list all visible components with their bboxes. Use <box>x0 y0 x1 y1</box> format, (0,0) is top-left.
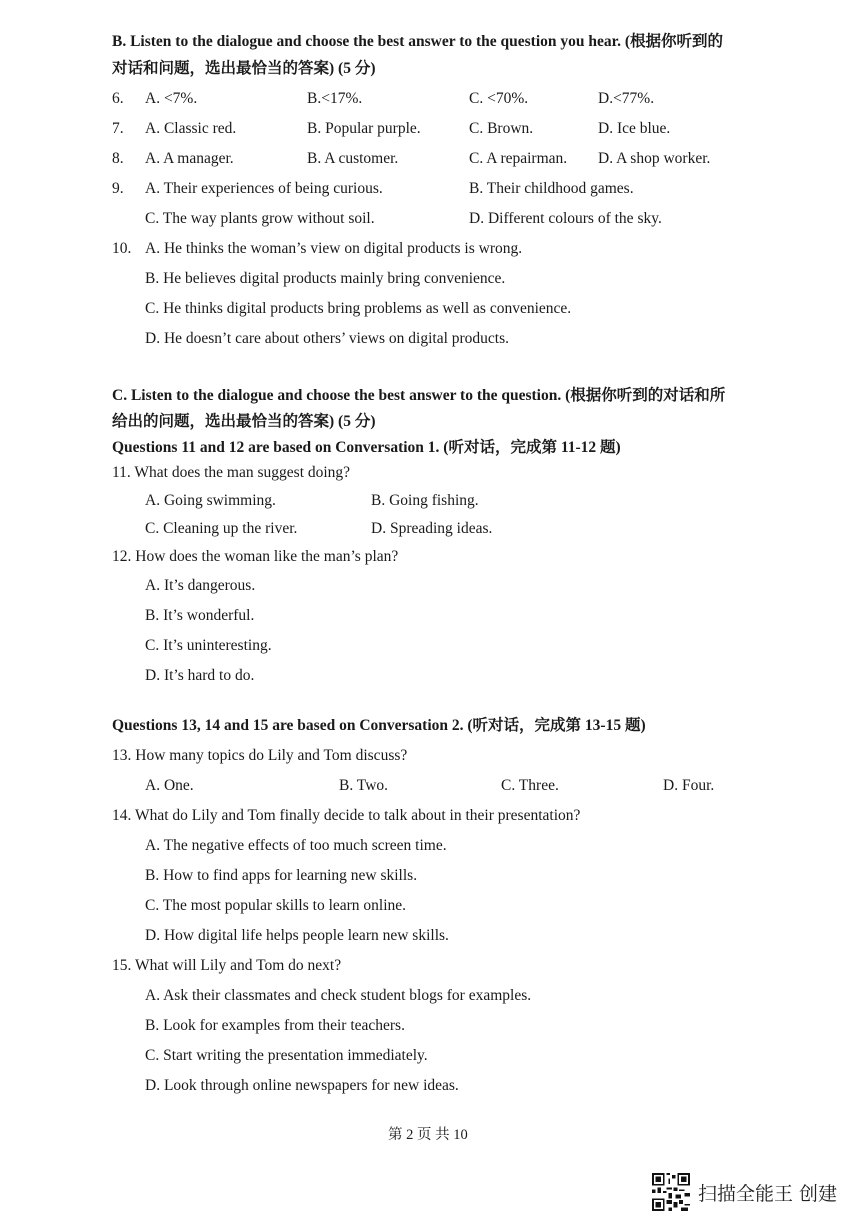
question-number: 8. <box>112 150 124 167</box>
option-a: A. It’s dangerous. <box>145 577 256 594</box>
option-c: C. Start writing the presentation immediately. <box>145 1047 428 1064</box>
option-b: B. Going fishing. <box>371 492 479 509</box>
option-d: D. It’s hard to do. <box>145 667 255 684</box>
question-stem: 14. What do Lily and Tom finally decide to talk about in their presentation? <box>112 807 581 824</box>
option-b: B. Look for examples from their teachers. <box>145 1017 405 1034</box>
question-stem: 12. How does the woman like the man’s plan? <box>112 548 399 565</box>
option-d: D. Different colours of the sky. <box>469 210 662 227</box>
option-a: A. Going swimming. <box>145 492 276 509</box>
option-c: C. It’s uninteresting. <box>145 637 272 654</box>
option-d: D. How digital life helps people learn new skills. <box>145 927 449 944</box>
option-b: B. He believes digital products mainly bring convenience. <box>145 270 506 287</box>
option-c: C. Brown. <box>469 120 534 137</box>
question-number: 9. <box>112 180 124 197</box>
section-c-heading: C. Listen to the dialogue and choose the best answer to the question. (根据你听到的对话和所 <box>112 387 726 404</box>
conversation-2-heading: Questions 13, 14 and 15 are based on Conversation 2. (听对话，完成第 13-15 题) <box>112 717 646 734</box>
option-c: C. Cleaning up the river. <box>145 520 298 537</box>
option-b: B. A customer. <box>307 150 399 167</box>
option-d: D. Look through online newspapers for new ideas. <box>145 1077 459 1094</box>
option-d: D. Four. <box>663 777 715 794</box>
option-c: C. Three. <box>501 777 559 794</box>
section-c-heading-cont: 给出的问题，选出最恰当的答案) (5 分) <box>112 413 376 430</box>
scanner-watermark <box>652 1172 837 1212</box>
option-d: D. A shop worker. <box>598 150 711 167</box>
question-number: 6. <box>112 90 124 107</box>
option-a: A. He thinks the woman’s view on digital products is wrong. <box>145 240 523 257</box>
option-a: A. Their experiences of being curious. <box>145 180 383 197</box>
option-a: A. Ask their classmates and check student blogs for examples. <box>145 987 532 1004</box>
option-a: A. The negative effects of too much screen time. <box>145 837 447 854</box>
conversation-1-heading: Questions 11 and 12 are based on Conversation 1. (听对话，完成第 11-12 题) <box>112 439 621 456</box>
option-b: B. Two. <box>339 777 389 794</box>
watermark-text: 扫描全能王 创建 <box>698 1182 838 1205</box>
option-a: A. One. <box>145 777 194 794</box>
qr-code-icon <box>652 1173 690 1211</box>
option-c: C. The way plants grow without soil. <box>145 210 375 227</box>
section-b-heading: B. Listen to the dialogue and choose the best answer to the question you hear. (根据你听到的 <box>112 33 723 50</box>
option-c: C. A repairman. <box>469 150 568 167</box>
section-b-heading-cont: 对话和问题，选出最恰当的答案) (5 分) <box>112 60 376 77</box>
option-d: D. Spreading ideas. <box>371 520 493 537</box>
option-a: A. A manager. <box>145 150 234 167</box>
option-b: B. Their childhood games. <box>469 180 634 197</box>
option-b: B. Popular purple. <box>307 120 421 137</box>
option-c: C. He thinks digital products bring problems as well as convenience. <box>145 300 572 317</box>
option-d: D. Ice blue. <box>598 120 671 137</box>
option-c: C. The most popular skills to learn online. <box>145 897 407 914</box>
option-c: C. <70%. <box>469 90 529 107</box>
option-b: B. It’s wonderful. <box>145 607 255 624</box>
option-b: B.<17%. <box>307 90 363 107</box>
page-number: 第 2 页 共 10 <box>388 1127 468 1143</box>
question-stem: 15. What will Lily and Tom do next? <box>112 957 342 974</box>
option-d: D.<77%. <box>598 90 655 107</box>
question-number: 7. <box>112 120 124 137</box>
option-a: A. <7%. <box>145 90 198 107</box>
option-a: A. Classic red. <box>145 120 237 137</box>
option-b: B. How to find apps for learning new skills. <box>145 867 418 884</box>
question-number: 10. <box>112 240 132 257</box>
question-stem: 13. How many topics do Lily and Tom discuss? <box>112 747 408 764</box>
option-d: D. He doesn’t care about others’ views on digital products. <box>145 330 510 347</box>
question-stem: 11. What does the man suggest doing? <box>112 464 351 481</box>
